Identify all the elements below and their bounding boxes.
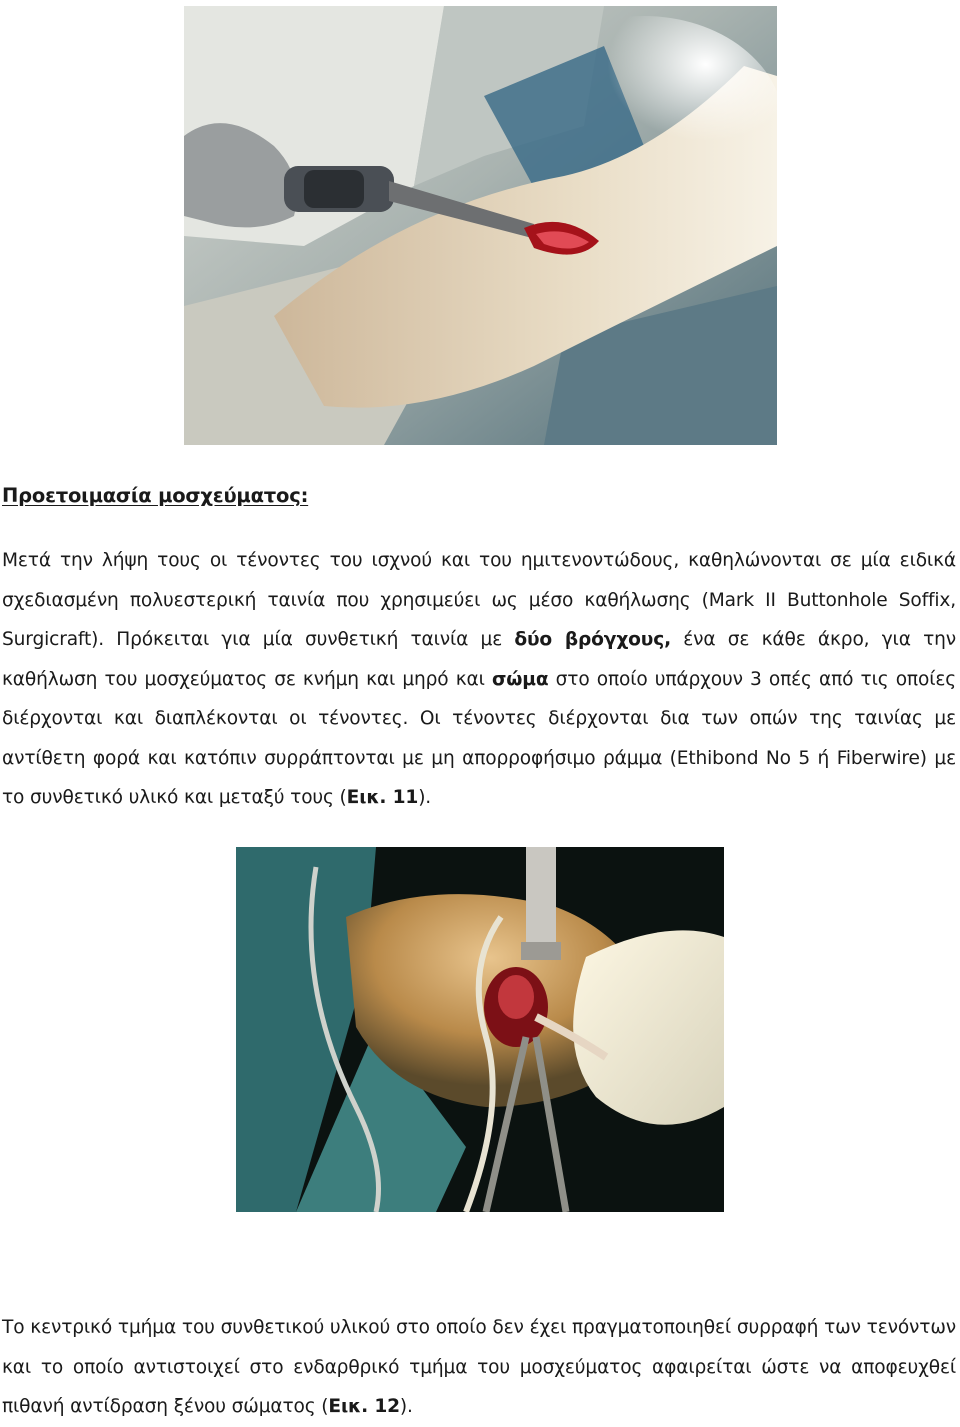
paragraph-text: στο οποίο υπάρχουν 3 οπές από τις οποίες διέρχονται και διαπλέκονται οι τένοντες. Οι τένοντες διέρχονται δια των οπών της ταινίας με αντίθετη φορά και κατόπιν συρράπτονται με μη απορροφήσιμο ράμμα (Ethibond No 5 ή Fiberwire) με το συνθετικό υλικό και μεταξύ τους ( xyxy=(2,668,956,808)
surgical-photo-graft xyxy=(236,847,724,1212)
surgical-photo-drilling xyxy=(184,6,777,445)
paragraph-text: Το κεντρικό τμήμα του συνθετικού υλικού στο οποίο δεν έχει πραγματοποιηθεί συρραφή των τενόντων και το οποίο αντιστοιχεί στο ενδαρθρικό τμήμα του μοσχεύματος αφαιρείται ώστε να αποφευχθεί πιθανή αντίδραση ξένου σώματος ( xyxy=(2,1317,956,1417)
paragraph-central-portion xyxy=(2,1308,956,1427)
surgical-photo-graft-image xyxy=(236,847,724,1212)
surgical-photo-drilling-image xyxy=(184,6,777,445)
section-heading: Προετοιμασία μοσχεύματος: xyxy=(2,484,309,507)
paragraph-text: Μετά την λήψη τους οι τένοντες του ισχνού και του ημιτενοντώδους, καθηλώνονται σε μία ειδικά σχεδιασμένη πολυεστερική ταινία που χρησιμεύει ως μέσο καθήλωσης (Mark II Buttonhole Soffix, Surgicraft). Πρόκειται για μία συνθετική ταινία με xyxy=(2,550,956,650)
paragraph-text: ). xyxy=(418,787,432,808)
figure-reference: Εικ. 12 xyxy=(328,1396,400,1417)
paragraph-graft-preparation xyxy=(2,541,956,818)
figure-reference: Εικ. 11 xyxy=(346,787,419,808)
bold-term-loops: δύο βρόγχους, xyxy=(514,629,671,650)
paragraph-text: ). xyxy=(399,1396,413,1417)
bold-term-body: σώμα xyxy=(491,668,549,690)
paragraph-text: ένα σε κάθε άκρο, για την καθήλωση του μοσχεύματος σε κνήμη και μηρό και xyxy=(2,629,956,690)
